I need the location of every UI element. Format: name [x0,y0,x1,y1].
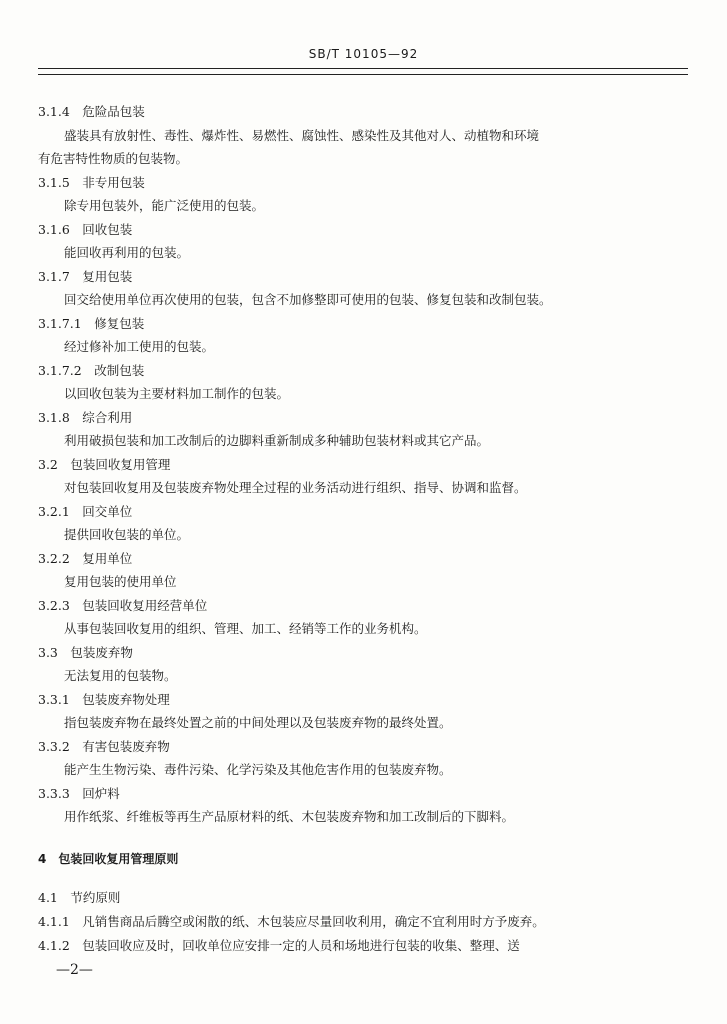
section-heading: 4 包装回收复用管理原则 [38,852,179,866]
header-rule-top [38,68,688,69]
clause-heading: 3.1.4 危险品包装 [38,104,145,119]
standard-code: SB/T 10105—92 [308,47,419,61]
paragraph-line: 提供回收包装的单位。 [64,527,190,542]
paragraph-line: 回交给使用单位再次使用的包装，包含不加修整即可使用的包装、修复包装和改制包装。 [64,292,552,307]
paragraph-line: 复用包装的使用单位 [64,574,177,589]
clause-heading: 3.2.1 回交单位 [38,503,133,519]
clause-heading: 3.2 包装回收复用管理 [38,456,171,472]
clause-heading: 3.1.6 回收包装 [38,221,133,237]
clause-line: 4.1.2 包装回收应及时，回收单位应安排一定的人员和场地进行包装的收集、整理、送 [38,938,520,953]
paragraph-line: 利用破损包装和加工改制后的边脚料重新制成多种辅助包装材料或其它产品。 [64,433,490,448]
paragraph-line: 除专用包装外，能广泛使用的包装。 [64,198,265,213]
clause-heading: 4.1 节约原则 [38,890,121,905]
clause-heading: 3.3.3 回炉料 [38,785,120,801]
header-rule-bottom [38,74,688,75]
paragraph-line: 能产生生物污染、毒件污染、化学污染及其他危害作用的包装废弃物。 [64,762,452,777]
clause-heading: 3.3.2 有害包装废弃物 [38,738,170,754]
clause-heading: 3.3.1 包装废弃物处理 [38,691,170,707]
paragraph-line: 以回收包装为主要材料加工制作的包装。 [64,386,290,401]
paragraph-line: 指包装废弃物在最终处置之前的中间处理以及包装废弃物的最终处置。 [64,715,452,730]
clause-line: 4.1.1 凡销售商品后腾空或闲散的纸、木包装应尽量回收利用，确定不宜利用时方予废弃。 [38,914,545,929]
paragraph-line: 无法复用的包装物。 [64,668,177,683]
clause-heading: 3.2.2 复用单位 [38,550,133,566]
clause-heading: 3.1.7 复用包装 [38,268,133,284]
clause-heading: 3.1.5 非专用包装 [38,174,145,190]
clause-heading: 3.1.8 综合利用 [38,409,133,425]
paragraph-line: 从事包装回收复用的组织、管理、加工、经销等工作的业务机构。 [64,621,427,636]
page-number: —2— [56,962,93,978]
paragraph-line: 能回收再利用的包装。 [64,245,190,260]
clause-heading: 3.3 包装废弃物 [38,644,133,660]
clause-heading: 有危害特性物质的包装物。 [38,151,189,166]
paragraph-line: 对包装回收复用及包装废弃物处理全过程的业务活动进行组织、指导、协调和监督。 [64,480,527,495]
clause-heading: 3.2.3 包装回收复用经营单位 [38,597,208,613]
paragraph-line: 用作纸浆、纤维板等再生产品原材料的纸、木包装废弃物和加工改制后的下脚料。 [64,809,515,824]
clause-heading: 3.1.7.1 修复包装 [38,315,145,331]
clause-heading: 3.1.7.2 改制包装 [38,362,145,378]
paragraph-line: 盛装具有放射性、毒性、爆炸性、易燃性、腐蚀性、感染性及其他对人、动植物和环境 [64,127,540,143]
paragraph-line: 经过修补加工使用的包装。 [64,339,215,354]
